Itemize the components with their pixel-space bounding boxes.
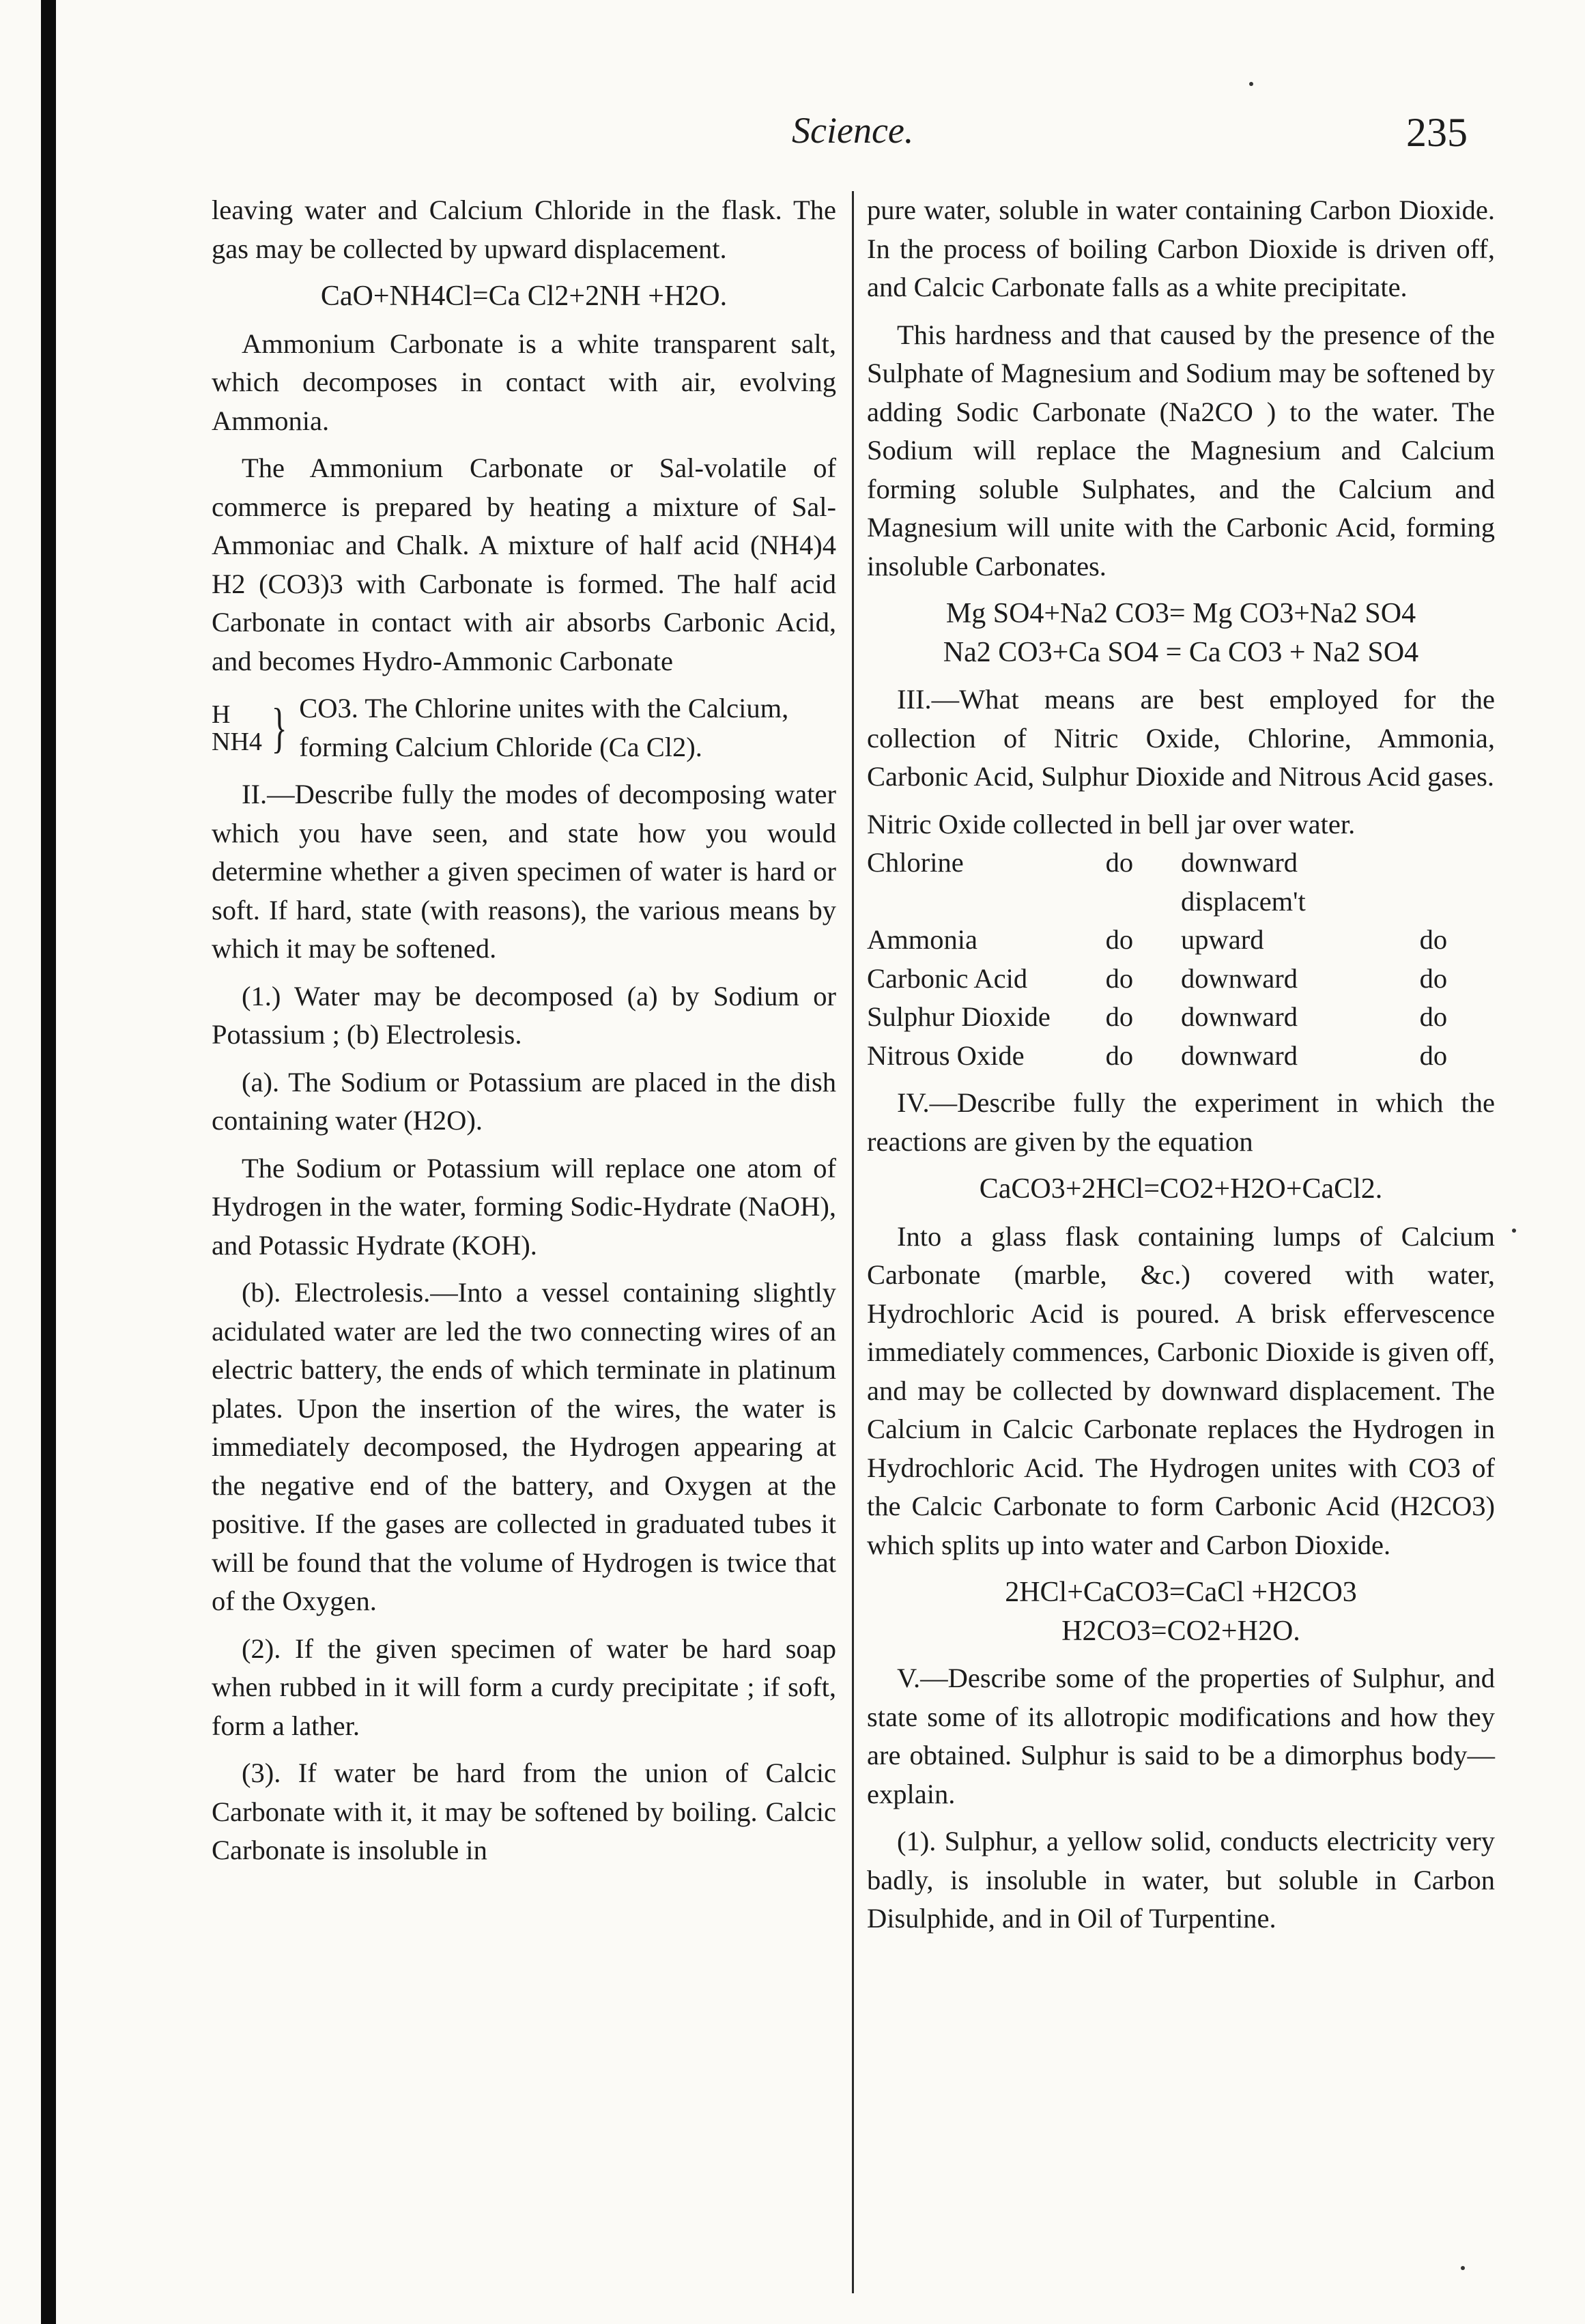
table-row bbox=[867, 960, 1495, 999]
gas-table-body bbox=[867, 844, 1495, 1075]
ditto-cell bbox=[1420, 844, 1495, 921]
gas-name-cell: Carbonic Acid bbox=[867, 962, 1028, 994]
paragraph: This hardness and that caused by the presence of the Sulphate of Magnesium and Sodium may be softened by adding Sodic Carbonate (Na2CO ) to the water. The Sodium will replace the Magnesium and Calcium forming soluble Sulphates, and the Calcium and Magnesium will unite with the Carbonic Acid, forming insoluble Carbonates. bbox=[867, 319, 1495, 582]
paragraph: CO3. The Chlorine unites with the Calcium, forming Calcium Chloride (Ca Cl2). bbox=[299, 693, 789, 762]
method-cell: downward displacem't bbox=[1180, 847, 1306, 917]
table-row bbox=[867, 921, 1495, 960]
gas-collection-table bbox=[867, 844, 1495, 1075]
formula-stack bbox=[212, 701, 262, 756]
paragraph: The Ammonium Carbonate or Sal-volatile of commerce is prepared by heating a mixture of Sal-Ammoniac and Chalk. A mixture of half acid (NH4)4 H2 (CO3)3 with Carbonate is formed. The half acid Carbonate in contact with air absorbs Carbonic Acid, and becomes Hydro-Ammonic Carbonate bbox=[212, 453, 836, 676]
paragraph: (2). If the given specimen of water be hard soap when rubbed in it will form a curdy precipitate ; if soft, form a lather. bbox=[212, 1633, 836, 1741]
paragraph: (a). The Sodium or Potassium are placed in the dish containing water (H2O). bbox=[212, 1066, 836, 1136]
equation: H2CO3=CO2+H2O. bbox=[1061, 1615, 1300, 1647]
print-speck bbox=[1461, 2266, 1465, 2270]
paragraph: pure water, soluble in water containing Carbon Dioxide. In the process of boiling Carbon Dioxide is driven off, and Calcic Carbonate falls as a white precipitate. bbox=[867, 195, 1495, 302]
paragraph: leaving water and Calcium Chloride in the flask. The gas may be collected by upward displacement. bbox=[212, 195, 836, 264]
ditto-cell: do bbox=[1105, 847, 1134, 878]
formula-block bbox=[212, 689, 836, 766]
page-binding-edge bbox=[41, 0, 56, 2324]
ditto-cell: do bbox=[1105, 1039, 1134, 1071]
right-column bbox=[867, 191, 1495, 1947]
table-row bbox=[867, 844, 1495, 921]
paragraph: (3). If water be hard from the union of Calcic Carbonate with it, it may be softened by boiling. Calcic Carbonate is insoluble in bbox=[212, 1758, 836, 1865]
gas-name-cell: Ammonia bbox=[867, 924, 977, 955]
ditto-cell: do bbox=[1105, 962, 1134, 994]
method-cell: upward bbox=[1180, 924, 1264, 955]
print-speck bbox=[1249, 82, 1253, 86]
formula-top: H bbox=[212, 700, 231, 729]
table-row bbox=[867, 998, 1495, 1037]
paragraph: Ammonium Carbonate is a white transparent salt, which decomposes in contact with air, evolving Ammonia. bbox=[212, 328, 836, 436]
equation: Mg SO4+Na2 CO3= Mg CO3+Na2 SO4 bbox=[945, 598, 1416, 629]
method-cell: downward bbox=[1180, 1001, 1298, 1032]
paragraph: The Sodium or Potassium will replace one atom of Hydrogen in the water, forming Sodic-Hydrate (NaOH), and Potassic Hydrate (KOH). bbox=[212, 1152, 836, 1261]
gas-name-cell: Sulphur Dioxide bbox=[867, 1001, 1051, 1032]
equation: CaCO3+2HCl=CO2+H2O+CaCl2. bbox=[979, 1173, 1383, 1205]
gas-name-cell: Chlorine bbox=[867, 847, 964, 878]
question-paragraph: IV.—Describe fully the experiment in which the reactions are given by the equation bbox=[867, 1087, 1495, 1157]
page-number: 235 bbox=[1406, 110, 1468, 155]
paragraph: (1). Sulphur, a yellow solid, conducts electricity very badly, is insoluble in water, but soluble in Carbon Disulphide, and in Oil of Turpentine. bbox=[867, 1826, 1495, 1934]
paragraph: (1.) Water may be decomposed (a) by Sodium or Potassium ; (b) Electrolesis. bbox=[212, 980, 836, 1050]
method-cell: downward bbox=[1180, 962, 1298, 994]
ditto-cell: do bbox=[1419, 924, 1448, 955]
page-header bbox=[0, 109, 1585, 171]
table-row bbox=[867, 1037, 1495, 1076]
left-column bbox=[212, 191, 836, 1879]
gas-name-cell: Nitrous Oxide bbox=[867, 1039, 1025, 1071]
running-title: Science. bbox=[792, 110, 914, 151]
ditto-cell: do bbox=[1105, 924, 1134, 955]
ditto-cell: do bbox=[1105, 1001, 1134, 1032]
equation: Na2 CO3+Ca SO4 = Ca CO3 + Na2 SO4 bbox=[943, 636, 1419, 668]
formula-bottom: NH4 bbox=[212, 727, 262, 756]
print-speck bbox=[1512, 1229, 1516, 1233]
ditto-cell: do bbox=[1419, 962, 1448, 994]
equation: CaO+NH4Cl=Ca Cl2+2NH +H2O. bbox=[320, 281, 728, 312]
column-divider bbox=[852, 191, 854, 2293]
gas-intro: Nitric Oxide collected in bell jar over water. bbox=[867, 808, 1356, 840]
question-paragraph: V.—Describe some of the properties of Sulphur, and state some of its allotropic modifications and how they are obtained. Sulphur is said to be a dimorphus body—explain. bbox=[867, 1663, 1495, 1809]
question-paragraph: II.—Describe fully the modes of decomposing water which you have seen, and state how you would determine whether a given specimen of water is hard or soft. If hard, state (with reasons), the various means by which it may be softened. bbox=[212, 779, 836, 964]
ditto-cell: do bbox=[1419, 1001, 1448, 1032]
ditto-cell: do bbox=[1419, 1039, 1448, 1071]
paragraph: (b). Electrolesis.—Into a vessel containing slightly acidulated water are led the two connecting wires of an electric battery, the ends of which terminate in platinum plates. Upon the insertion of the wires, the water is immediately decomposed, the Hydrogen appearing at the negative end of the battery, and Oxygen at the positive. If the gases are collected in graduated tubes it will be found that the volume of Hydrogen is twice that of the Oxygen. bbox=[212, 1277, 836, 1616]
equation: 2HCl+CaCO3=CaCl +H2CO3 bbox=[1005, 1577, 1357, 1608]
question-paragraph: III.—What means are best employed for the collection of Nitric Oxide, Chlorine, Ammonia, Carbonic Acid, Sulphur Dioxide and Nitrous Acid gases. bbox=[867, 684, 1495, 792]
method-cell: downward bbox=[1180, 1039, 1298, 1071]
brace-icon: } bbox=[271, 698, 287, 758]
paragraph: Into a glass flask containing lumps of Calcium Carbonate (marble, &c.) covered with water, Hydrochloric Acid is poured. A brisk effervescence immediately commences, Carbonic Dioxide is given off, and may be collected by downward displacement. The Calcium in Calcic Carbonate replaces the Hydrogen in Hydrochloric Acid. The Hydrogen unites with CO3 of the Calcic Carbonate to form Carbonic Acid (H2CO3) which splits up into water and Carbon Dioxide. bbox=[867, 1220, 1495, 1560]
